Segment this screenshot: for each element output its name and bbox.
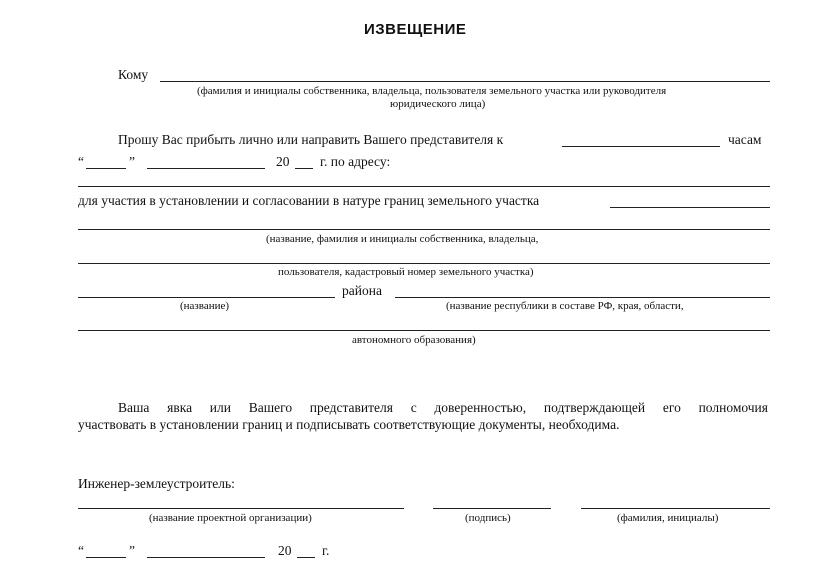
footer-quote-close: ”: [129, 543, 135, 558]
participation-text: для участия в установлении и согласовании в натуре границ земельного участка: [78, 193, 540, 208]
to-caption-line1: (фамилия и инициалы собственника, владельца, пользователя земельного участка или руководителя: [197, 85, 667, 97]
region-line[interactable]: [395, 297, 770, 298]
footer-year-prefix: 20: [278, 543, 292, 558]
hours-label: часам: [728, 132, 762, 147]
date-quote-open: “: [78, 154, 84, 169]
owner-caption-line2: пользователя, кадастровый номер земельного участка): [278, 266, 534, 278]
district-name-caption: (название): [180, 300, 230, 312]
date-year-prefix: 20: [276, 154, 290, 169]
region-caption-line1: (название республики в составе РФ, края, области,: [446, 300, 684, 312]
footer-year-suffix: г.: [322, 543, 330, 558]
request-text: Прошу Вас прибыть лично или направить Вашего представителя к: [118, 132, 504, 147]
date-day-line[interactable]: [86, 168, 126, 169]
to-label: Кому: [118, 67, 149, 82]
region-line-2[interactable]: [78, 330, 770, 331]
footer-year-line[interactable]: [297, 557, 315, 558]
region-caption-line2: автономного образования): [352, 334, 476, 346]
owner-line-2[interactable]: [78, 263, 770, 264]
org-caption: (название проектной организации): [149, 512, 312, 524]
district-label: района: [342, 283, 382, 298]
full-name-line[interactable]: [581, 508, 770, 509]
attendance-line2: участвовать в установлении границ и подписывать соответствующие документы, необходима.: [78, 417, 620, 432]
footer-quote-open: “: [78, 543, 84, 558]
date-quote-close: ”: [129, 154, 135, 169]
owner-line-1[interactable]: [78, 229, 770, 230]
date-address-suffix: г. по адресу:: [320, 154, 391, 169]
date-year-line[interactable]: [295, 168, 313, 169]
to-recipient-line[interactable]: [160, 81, 770, 82]
date-month-line[interactable]: [147, 168, 265, 169]
district-name-line[interactable]: [78, 297, 335, 298]
org-name-line[interactable]: [78, 508, 404, 509]
attendance-line1: Ваша явка или Вашего представителя с доверенностью, подтверждающей его полномочия: [118, 400, 768, 415]
document-title: ИЗВЕЩЕНИЕ: [364, 21, 467, 38]
hour-field-line[interactable]: [562, 146, 720, 147]
owner-caption-line1: (название, фамилия и инициалы собственника, владельца,: [266, 233, 539, 245]
to-caption-line2: юридического лица): [390, 98, 486, 110]
footer-month-line[interactable]: [147, 557, 265, 558]
name-caption: (фамилия, инициалы): [617, 512, 719, 524]
signature-line[interactable]: [433, 508, 551, 509]
engineer-label: Инженер-землеустроитель:: [78, 476, 235, 491]
footer-day-line[interactable]: [86, 557, 126, 558]
participation-line-end[interactable]: [610, 207, 770, 208]
address-line[interactable]: [78, 186, 770, 187]
signature-caption: (подпись): [465, 512, 511, 524]
